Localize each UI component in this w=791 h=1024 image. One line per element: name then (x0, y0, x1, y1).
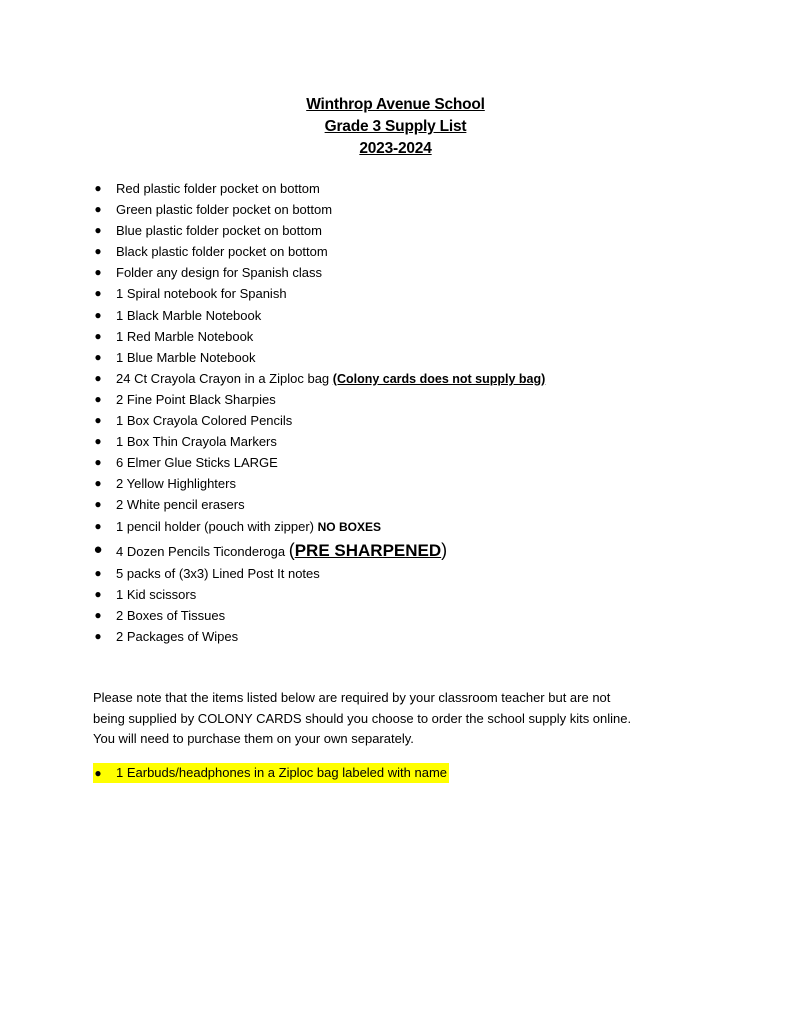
notice-line: Please note that the items listed below are required by your classroom teacher but are not (93, 690, 611, 705)
notice-line: You will need to purchase them on your own separately. (93, 731, 414, 746)
bullet-icon: ● (94, 286, 102, 301)
notice-paragraph (93, 688, 693, 750)
list-item (93, 368, 545, 389)
document-header (0, 94, 791, 160)
bullet-icon: ● (94, 628, 102, 643)
bullet-icon: ● (94, 607, 102, 622)
extra-supply-list (93, 763, 449, 783)
list-item (93, 537, 545, 563)
item-text: 6 Elmer Glue Sticks LARGE (116, 455, 278, 471)
item-text: Red plastic folder pocket on bottom (116, 181, 320, 196)
supply-list (93, 178, 545, 647)
item-text: Blue plastic folder pocket on bottom (116, 223, 322, 239)
item-text: Green plastic folder pocket on bottom (116, 202, 333, 218)
item-emphasis: PRE SHARPENED (294, 540, 442, 560)
list-item (93, 199, 545, 220)
item-text: 2 Yellow Highlighters (116, 476, 236, 492)
item-text: 1 Earbuds/headphones in a Ziploc bag labeled with name (116, 765, 448, 780)
school-name: Winthrop Avenue School (306, 96, 485, 113)
bullet-icon: ● (94, 476, 102, 491)
list-item (93, 452, 545, 473)
school-year: 2023-2024 (359, 140, 432, 157)
bullet-icon: ● (94, 202, 102, 217)
bullet-icon: ● (94, 497, 102, 512)
list-item (93, 605, 545, 626)
list-item (93, 516, 545, 537)
item-text: 1 Box Crayola Colored Pencils (116, 413, 293, 429)
list-item (93, 431, 545, 452)
item-text: 1 Box Thin Crayola Markers (116, 434, 277, 450)
list-item (93, 178, 545, 199)
item-text: 1 pencil holder (pouch with zipper) (116, 518, 318, 534)
list-item (93, 347, 545, 368)
bullet-icon: ● (94, 349, 102, 364)
bullet-icon: ● (94, 265, 102, 280)
list-item (93, 563, 545, 584)
item-text: 1 Blue Marble Notebook (116, 349, 256, 365)
item-text: 2 Fine Point Black Sharpies (116, 391, 276, 407)
item-note: (Colony cards does not supply bag) (332, 371, 546, 386)
paren-open: ( (288, 539, 295, 560)
item-text: 2 Boxes of Tissues (116, 607, 226, 623)
list-item (93, 584, 545, 605)
list-item (93, 626, 545, 647)
item-text: Black plastic folder pocket on bottom (116, 244, 328, 260)
item-text: 1 Kid scissors (116, 586, 197, 602)
item-text: 4 Dozen Pencils Ticonderoga (116, 543, 289, 559)
list-item (93, 262, 545, 283)
bullet-icon: ● (94, 434, 102, 449)
item-emphasis: NO BOXES (317, 519, 381, 534)
item-text: 2 Packages of Wipes (116, 628, 239, 644)
item-text: 1 Spiral notebook for Spanish (116, 286, 287, 302)
list-title: Grade 3 Supply List (324, 118, 467, 135)
bullet-icon: ● (94, 244, 102, 259)
list-item (93, 220, 545, 241)
list-item (93, 494, 545, 515)
bullet-icon: ● (94, 328, 102, 343)
bullet-icon: ● (94, 586, 102, 601)
bullet-icon: ● (94, 181, 102, 195)
item-text: 1 Red Marble Notebook (116, 328, 254, 344)
list-item (93, 283, 545, 304)
list-item (93, 326, 545, 347)
bullet-icon: ● (94, 223, 102, 238)
item-text: 1 Black Marble Notebook (116, 307, 262, 323)
item-text: Folder any design for Spanish class (116, 265, 322, 281)
bullet-icon: ● (93, 540, 103, 558)
list-item (93, 410, 545, 431)
bullet-icon: ● (94, 391, 102, 406)
bullet-icon: ● (94, 518, 102, 533)
notice-line: being supplied by COLONY CARDS should you choose to order the school supply kits online. (93, 710, 632, 726)
bullet-icon: ● (94, 413, 102, 428)
highlighted-list-item (93, 763, 449, 783)
item-text: 24 Ct Crayola Crayon in a Ziploc bag (116, 370, 333, 386)
list-item (93, 305, 545, 326)
bullet-icon: ● (94, 370, 102, 385)
bullet-icon: ● (94, 307, 102, 322)
bullet-icon: ● (94, 766, 102, 780)
list-item (93, 473, 545, 494)
bullet-icon: ● (94, 455, 102, 470)
item-text: 5 packs of (3x3) Lined Post It notes (116, 565, 320, 581)
bullet-icon: ● (94, 565, 102, 580)
item-text: 2 White pencil erasers (116, 497, 245, 513)
list-item (93, 241, 545, 262)
list-item (93, 389, 545, 410)
paren-close: ) (441, 539, 448, 560)
